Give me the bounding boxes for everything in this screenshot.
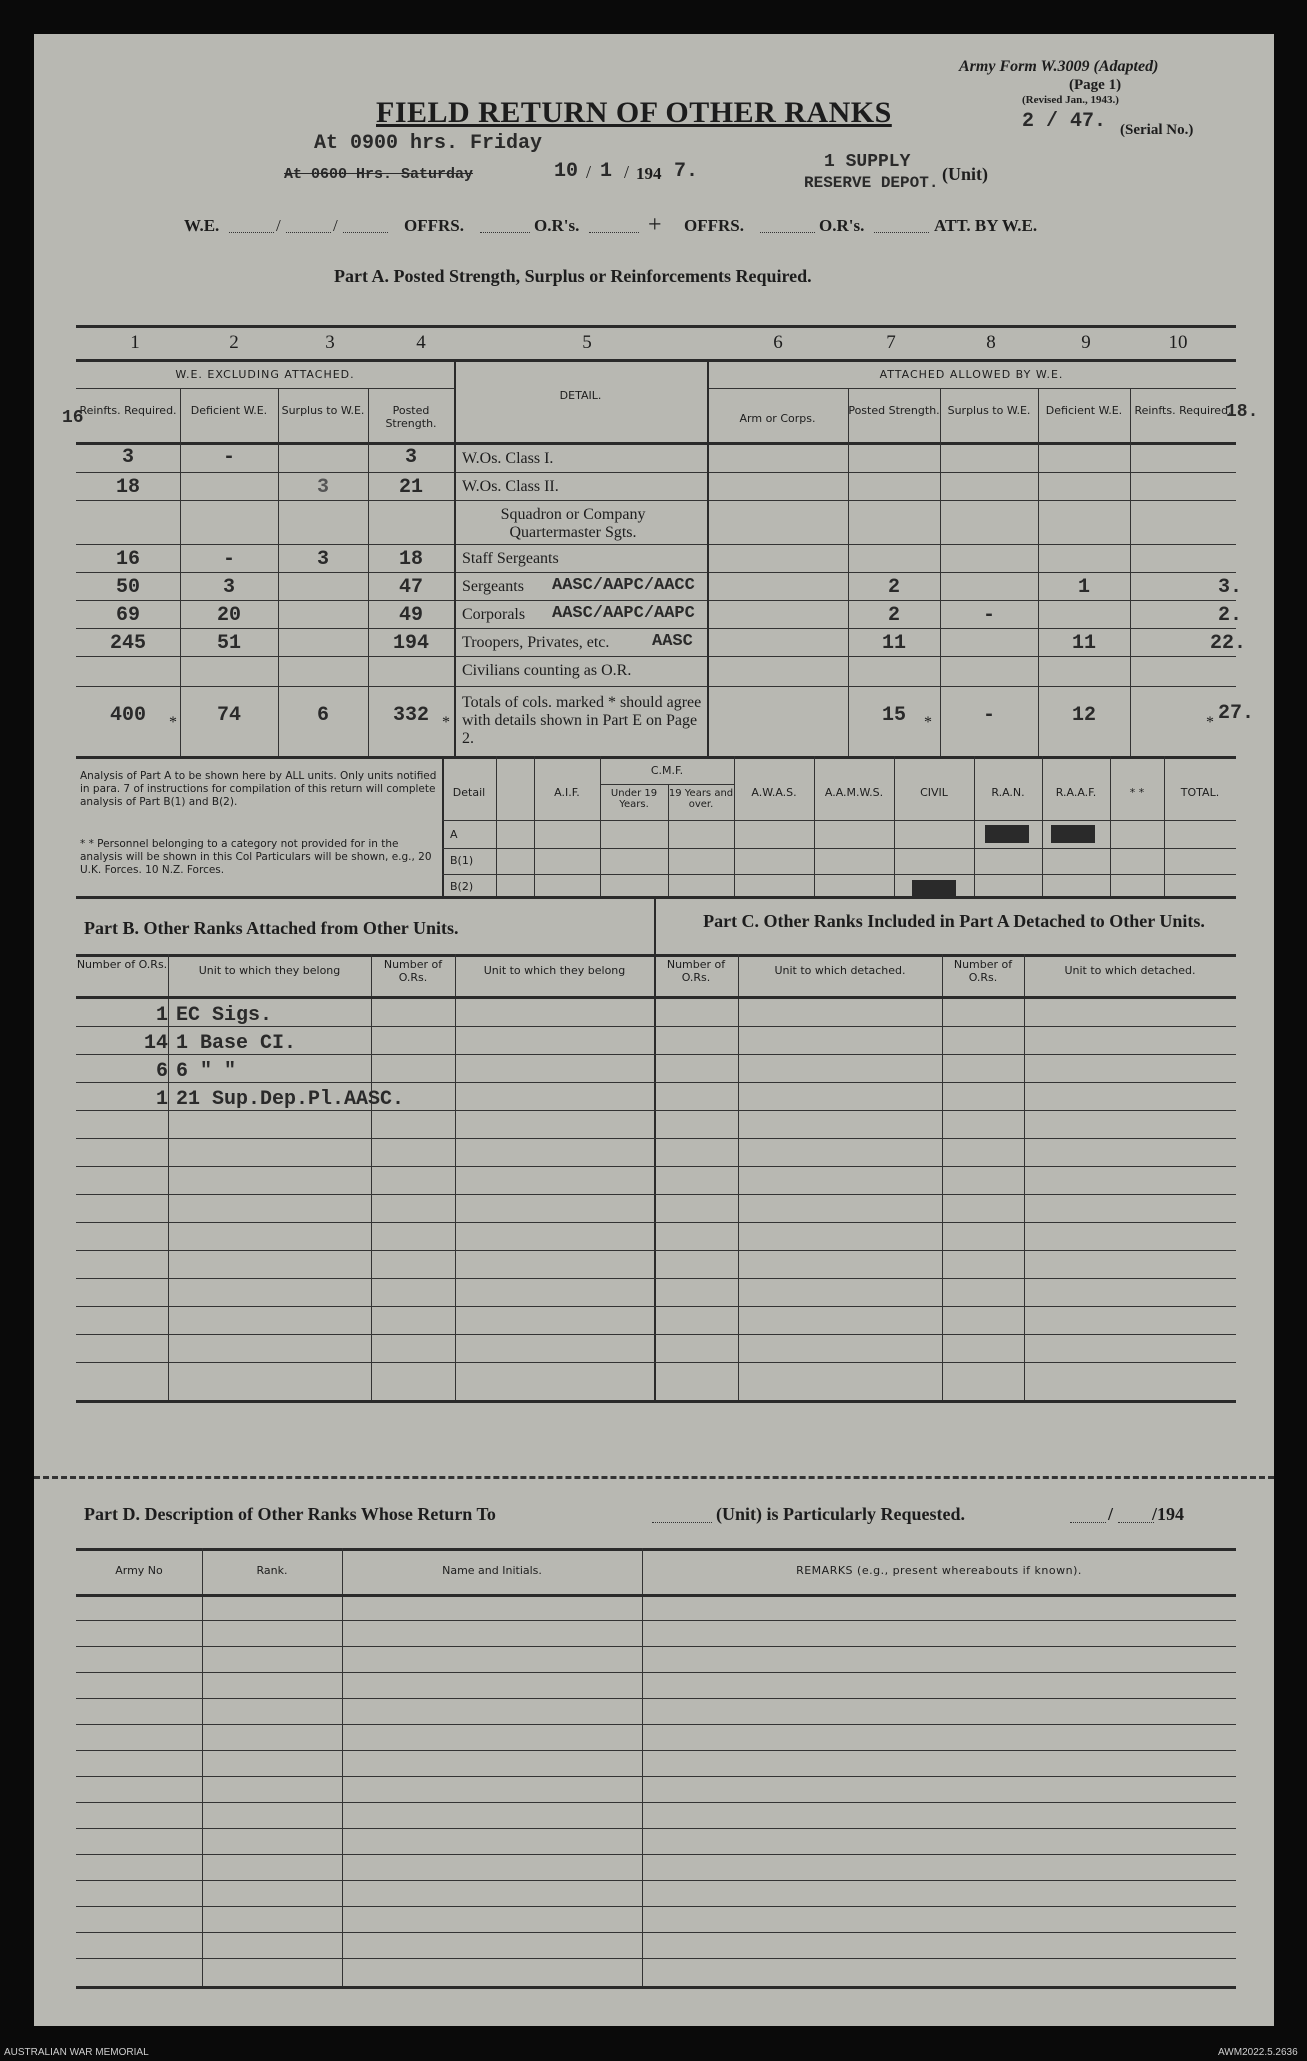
cell: - [222, 446, 235, 469]
part-b-h-num-2: Number of O.Rs. [383, 958, 443, 984]
analysis-h-awas: A.W.A.S. [751, 786, 797, 799]
col-number: 8 [986, 332, 996, 353]
cell: 16 [115, 548, 140, 571]
analysis-h-under19: Under 19 Years. [610, 788, 658, 810]
analysis-h-over19: 19 Years and over. [668, 788, 734, 810]
cell: 2 [887, 604, 900, 627]
group-attached-allowed: ATTACHED ALLOWED BY W.E. [879, 368, 1064, 381]
unit-label: (Unit) [942, 164, 988, 184]
row-detail: W.Os. Class II. [462, 478, 559, 495]
col-number: 4 [416, 332, 426, 353]
footer-right: AWM2022.5.2636 [1218, 2047, 1298, 2058]
total-cell: 332 [392, 704, 429, 727]
part-c-h-num-2: Number of O.Rs. [953, 958, 1013, 984]
cell: 20 [216, 604, 241, 627]
ors-label: O.R's. [534, 216, 580, 235]
cell: 245 [109, 632, 146, 655]
cell: 3. [1218, 576, 1243, 599]
col-number: 6 [773, 332, 783, 353]
cell: 3 [222, 576, 235, 599]
serial-value: 2 / 47. [1022, 110, 1107, 133]
analysis-row-label: B(1) [450, 854, 474, 867]
group-we-excluding: W.E. EXCLUDING ATTACHED. [175, 368, 355, 381]
page-title: FIELD RETURN OF OTHER RANKS [376, 96, 892, 129]
analysis-h-raaf: R.A.A.F. [1055, 786, 1097, 799]
col-number: 2 [229, 332, 239, 353]
date-month: 1 [600, 160, 613, 183]
unit-typed-2: RESERVE DEPOT. [804, 174, 939, 192]
cell: 3 [404, 446, 417, 469]
att-label: ATT. BY W.E. [934, 216, 1038, 235]
detail-header: DETAIL. [559, 389, 602, 402]
part-d-title-b: (Unit) is Particularly Requested. [716, 1504, 965, 1524]
analysis-h-total: TOTAL. [1180, 786, 1220, 799]
form-sheet: Army Form W.3009 (Adapted) (Page 1) (Revised Jan., 1943.) 2 / 47. (Serial No.) FIELD RETURN OF OTHER RANKS At 0900 hrs. Friday At 0600 Hrs. Saturday 10 / 1 / 194 7. 1 SUPPLY RESERVE DEPOT. (Unit) W.E. / / OFFRS. O.R's. + OFFRS. O.R's. ATT. BY W.E. Part A. Posted Strength, Surplus or Reinforcements Required. 1 2 3 4 5 6 7 8 9 10 W.E. EXCLUDING ATTACHED. ATTACHED ALLOWED BY W.E. DETAIL. Reinfts. Required. Deficient W.E. Surplus to W.E. Posted Strength. Arm or Corps. Posted Strength. Surplus to W.E. Deficient W.E. Reinfts. Required. 16 18. 3 - 3 W.Os. Class I. 18 3 21 W.Os. Class II. Squadron or Company Quartermaster Sgts. 16 - 3 18 Staff Sergeants 50 3 47 Sergeants AASC/AAPC/AACC 2 1 3. 69 20 49 Corporals AASC/AAPC/AAPC 2 - 2. 245 51 194 Troopers, Privates, etc. AASC 11 11 22. Civilians counting as O.R. 400 * 74 6 332 * Totals of cols. marked * should agree with details shown in Part E on Page 2. 15 * - 12 * 27. Analysis of Part A to be shown here by ALL units. Only units notified in para. 7 of instructions for compilation of this return will complete analysis of Part B(1) and B(2). * * Personnel belonging to a category not provided for in the analysis will be shown in this Col Particulars will be shown, e.g., 20 U.K. Forces. 10 N.Z. Forces. Detail A.I.F. C.M.F. Under 19 Years. 19 Years and over. A.W.A.S. A.A.M.W.S. CIVIL R.A.N. R.A.A.F. * * TOTAL. A B(1) B(2) Part B. Other Ranks Attached from Other Units. Part C. Other Ranks Included in Part A Detached to Other Units. Number of O.Rs. Unit to which they belong Number of O.Rs. Unit to which they belong Number of O.Rs. Unit to which detached. Number of O.Rs. Unit to which detached. 1 EC Sigs. 14 1 Base CI. 6 6 " " 1 21 Sup.Dep.Pl.AASC. Part D. Description of Other Ranks Whose Return To (Unit) is Particularly Requested. / /194 Army No Rank. Name and Initials. REMARKS (e.g., present whereabouts if known). [34, 34, 1274, 2026]
date-year-suffix: 7. [674, 160, 699, 183]
part-b-title: Part B. Other Ranks Attached from Other Units. [84, 918, 459, 938]
analysis-h-aamws: A.A.M.W.S. [824, 786, 884, 799]
cell: 22. [1210, 632, 1247, 655]
form-id: Army Form W.3009 (Adapted) [959, 58, 1159, 75]
cell: 2 [887, 576, 900, 599]
row-detail: Corporals [462, 606, 526, 623]
part-b-unit: 6 " " [176, 1060, 237, 1083]
perforation-line [34, 1476, 1274, 1479]
cell: - [982, 604, 995, 627]
hdr-c6: Arm or Corps. [739, 412, 816, 425]
hdr-c1: Reinfts. Required. [79, 404, 177, 417]
cell: 3 [316, 548, 329, 571]
cell: 2. [1218, 604, 1243, 627]
hdr-c7: Posted Strength. [848, 404, 940, 417]
analysis-h-civil: CIVIL [920, 786, 948, 799]
cell: 50 [115, 576, 140, 599]
form-page: (Page 1) [1069, 77, 1122, 93]
part-c-h-num: Number of O.Rs. [666, 958, 726, 984]
row-detail: Civilians counting as O.R. [462, 662, 632, 679]
plus-sign: + [648, 212, 662, 238]
part-c-h-unit: Unit to which detached. [774, 964, 906, 977]
total-cell: 74 [216, 704, 241, 727]
analysis-h-cmf: C.M.F. [650, 764, 684, 777]
we-label: W.E. [184, 216, 220, 235]
col-number: 1 [130, 332, 140, 353]
part-d-title-c: / [1108, 1504, 1114, 1524]
footer-left: AUSTRALIAN WAR MEMORIAL [4, 2047, 149, 2058]
part-c-title: Part C. Other Ranks Included in Part A Detached to Other Units. [703, 911, 1205, 931]
total-cell: 27. [1218, 702, 1255, 725]
row-detail: Squadron or Company Quartermaster Sgts. [500, 506, 646, 541]
total-cell: 400 [109, 704, 146, 727]
part-b-num: 1 [155, 1088, 168, 1111]
cell: 21 [398, 476, 423, 499]
time-typed: At 0900 hrs. Friday [314, 132, 543, 155]
cell: 47 [398, 576, 423, 599]
hdr-c2: Deficient W.E. [190, 404, 268, 417]
analysis-note-2: * * Personnel belonging to a category not provided for in the analysis will be shown in this Col Particulars will be shown, e.g., 20 U.K. Forces. 10 N.Z. Forces. [80, 838, 432, 876]
part-a-title: Part A. Posted Strength, Surplus or Reinforcements Required. [334, 266, 812, 286]
row-detail: Sergeants [462, 578, 524, 595]
part-d-title-d: /194 [1152, 1504, 1185, 1524]
cell: 1 [1077, 576, 1090, 599]
part-d-title-a: Part D. Description of Other Ranks Whose Return To [84, 1504, 496, 1524]
cell: 11 [1071, 632, 1096, 655]
row-detail: Staff Sergeants [462, 550, 559, 567]
analysis-h-aif: A.I.F. [554, 786, 580, 799]
offrs2-label: OFFRS. [684, 216, 744, 235]
hdr-c3: Surplus to W.E. [281, 404, 365, 417]
analysis-row-label: A [450, 828, 458, 841]
part-d-h-rank: Rank. [256, 1564, 288, 1577]
cell: - [222, 548, 235, 571]
cell: 194 [392, 632, 429, 655]
part-d-h-name: Name and Initials. [442, 1564, 542, 1577]
cell: 49 [398, 604, 423, 627]
total-cell: 6 [316, 704, 329, 727]
form-revised: (Revised Jan., 1943.) [1022, 94, 1119, 106]
part-b-unit: EC Sigs. [176, 1004, 273, 1027]
unit-typed-1: 1 SUPPLY [824, 152, 911, 172]
serial-label: (Serial No.) [1120, 122, 1194, 138]
part-b-h-unit: Unit to which they belong [198, 964, 341, 977]
cell: 11 [881, 632, 906, 655]
time-struck: At 0600 Hrs. Saturday [284, 166, 474, 183]
part-c-h-unit-2: Unit to which detached. [1064, 964, 1196, 977]
part-b-unit: 21 Sup.Dep.Pl.AASC. [176, 1088, 405, 1111]
total-cell: - [982, 704, 995, 727]
ors2-label: O.R's. [819, 216, 865, 235]
row-detail: W.Os. Class I. [462, 450, 554, 467]
col-number: 7 [886, 332, 896, 353]
part-b-num: 1 [155, 1004, 168, 1027]
part-b-h-unit-2: Unit to which they belong [483, 964, 626, 977]
part-d-h-army: Army No [115, 1564, 163, 1577]
total-cell: 12 [1071, 704, 1096, 727]
cell: 69 [115, 604, 140, 627]
totals-detail: Totals of cols. marked * should agree with details shown in Part E on Page 2. [462, 694, 702, 747]
redaction-mark [1051, 825, 1095, 843]
row-detail-typed: AASC/AAPC/AAPC [552, 604, 695, 623]
part-d-h-remarks: REMARKS (e.g., present whereabouts if known). [796, 1564, 1082, 1577]
analysis-h-ran: R.A.N. [991, 786, 1025, 799]
part-b-unit: 1 Base CI. [176, 1032, 297, 1055]
offrs-label: OFFRS. [404, 216, 464, 235]
row-detail-typed: AASC/AAPC/AACC [552, 576, 695, 595]
col-number: 3 [325, 332, 335, 353]
analysis-h-detail: Detail [452, 786, 486, 799]
cell: 3 [121, 446, 134, 469]
analysis-h-stars: * * [1129, 786, 1145, 799]
analysis-note: Analysis of Part A to be shown here by ALL units. Only units notified in para. 7 of instructions for compilation of this return will complete analysis of Part B(1) and B(2). [80, 770, 437, 808]
col-number: 10 [1168, 332, 1188, 353]
date-year-prefix: 194 [636, 164, 662, 183]
row-detail: Troopers, Privates, etc. [462, 634, 610, 651]
cell: 3 [316, 476, 329, 499]
margin-left-note: 16 [62, 408, 84, 428]
part-b-h-num: Number of O.Rs. [76, 958, 168, 971]
row-detail-typed: AASC [652, 632, 693, 651]
date-day: 10 [554, 160, 579, 183]
margin-right-note: 18. [1226, 402, 1259, 422]
cell: 51 [216, 632, 241, 655]
hdr-c8: Surplus to W.E. [947, 404, 1031, 417]
hdr-c10: Reinfts. Required. [1134, 404, 1232, 417]
part-b-num: 14 [143, 1032, 168, 1055]
hdr-c4: Posted Strength. [385, 404, 437, 430]
cell: 18 [115, 476, 140, 499]
analysis-row-label: B(2) [450, 880, 474, 893]
total-cell: 15 [881, 704, 906, 727]
redaction-mark [985, 825, 1029, 843]
col-number: 9 [1081, 332, 1091, 353]
hdr-c9: Deficient W.E. [1045, 404, 1123, 417]
col-number: 5 [582, 332, 592, 353]
part-b-num: 6 [155, 1060, 168, 1083]
cell: 18 [398, 548, 423, 571]
